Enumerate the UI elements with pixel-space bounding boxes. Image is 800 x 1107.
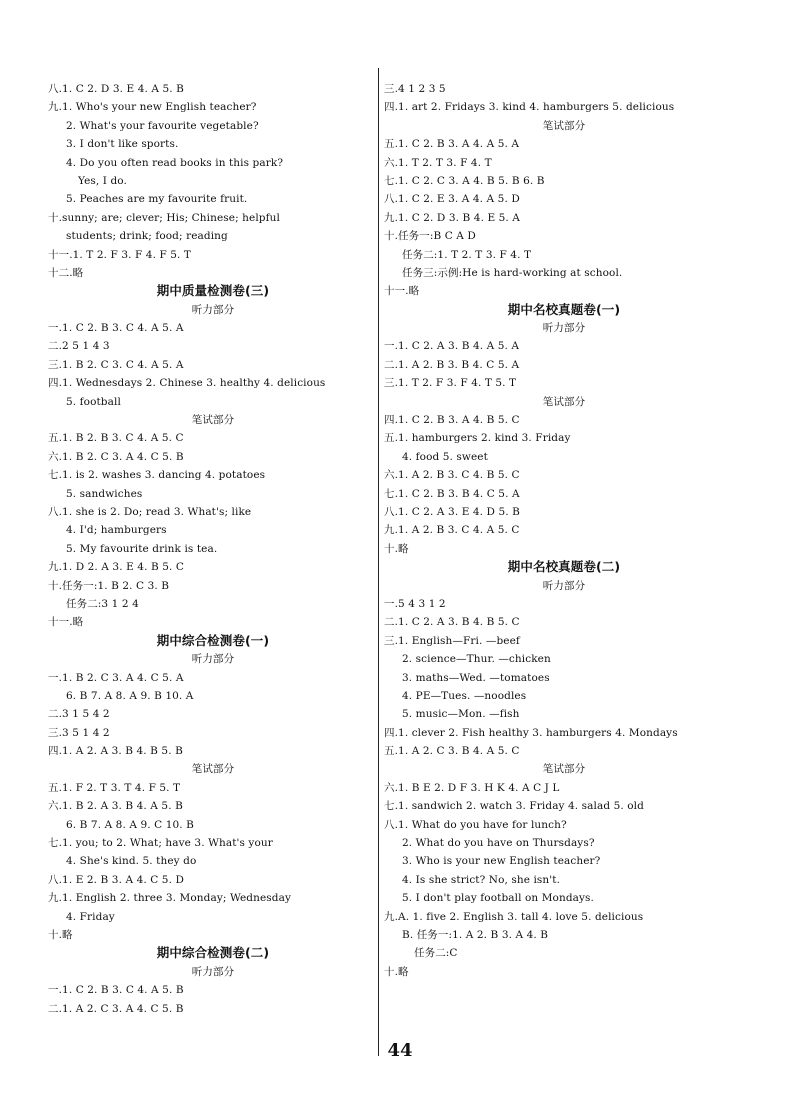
answer-line: 八.1. C 2. D 3. E 4. A 5. B (48, 83, 184, 95)
answer-line: 四.1. clever 2. Fish healthy 3. hamburgers 4. Mondays (384, 726, 678, 739)
answer-line: 六.1. B E 2. D F 3. H K 4. A C J L (384, 781, 560, 794)
answer-line: 八.1. C 2. A 3. E 4. D 5. B (384, 505, 520, 518)
answer-line: 5. My favourite drink is tea. (66, 542, 218, 555)
answer-line: 七.1. C 2. B 3. B 4. C 5. A (384, 487, 520, 500)
answer-line: 三.4 1 2 3 5 (384, 83, 446, 95)
answer-line: 一.1. C 2. A 3. B 4. A 5. A (384, 340, 520, 353)
answer-line: 九.1. C 2. D 3. B 4. E 5. A (384, 211, 520, 224)
answer-line: 四.1. A 2. A 3. B 4. B 5. B (48, 745, 183, 758)
answer-line: 十一.略 (48, 616, 84, 629)
answer-line: B. 任务一:1. A 2. B 3. A 4. B (402, 928, 549, 941)
answer-line: 六.1. T 2. T 3. F 4. T (384, 156, 492, 169)
answer-line: 八.1. What do you have for lunch? (384, 818, 567, 831)
answer-line: 三.1. English—Fri. —beef (384, 634, 520, 647)
section-heading: 听力部分 (191, 303, 235, 316)
answer-line: 九.1. English 2. three 3. Monday; Wednesday (48, 892, 291, 905)
section-heading: 听力部分 (542, 579, 586, 592)
answer-line: 一.1. C 2. B 3. C 4. A 5. B (48, 984, 184, 997)
answer-line: 十.任务一:1. B 2. C 3. B (48, 579, 170, 592)
answer-line: 6. B 7. A 8. A 9. C 10. B (66, 818, 194, 831)
answer-line: 三.3 5 1 4 2 (48, 726, 110, 739)
answer-line: 六.1. B 2. A 3. B 4. A 5. B (48, 800, 183, 813)
answer-line: 5. Peaches are my favourite fruit. (66, 193, 248, 206)
answer-line: 任务二:C (414, 947, 458, 960)
answer-line: 十一.1. T 2. F 3. F 4. F 5. T (48, 248, 192, 261)
answer-line: 二.3 1 5 4 2 (48, 708, 110, 721)
section-heading: 笔试部分 (542, 395, 586, 408)
answer-line: 3. maths—Wed. —tomatoes (402, 671, 550, 684)
answer-line: 3. I don't like sports. (66, 138, 179, 151)
answer-line: 八.1. C 2. E 3. A 4. A 5. D (384, 193, 520, 206)
answer-line: 十.略 (384, 965, 409, 978)
exam-title: 期中综合检测卷(二) (156, 945, 270, 961)
exam-title: 期中质量检测卷(三) (156, 283, 270, 299)
section-heading: 听力部分 (542, 322, 586, 335)
answer-line: 七.1. sandwich 2. watch 3. Friday 4. salad 5. old (384, 800, 644, 813)
exam-title: 期中名校真题卷(二) (507, 559, 621, 575)
answer-line: 2. What do you have on Thursdays? (402, 837, 595, 850)
answer-line: 五.1. hamburgers 2. kind 3. Friday (384, 432, 571, 445)
answer-line: 五.1. F 2. T 3. T 4. F 5. T (48, 781, 181, 794)
answer-line: 四.1. Wednesdays 2. Chinese 3. healthy 4. delicious (48, 377, 326, 390)
answer-line: 二.1. A 2. C 3. A 4. C 5. B (48, 1002, 184, 1015)
answer-line: 5. sandwiches (66, 487, 143, 500)
answer-line: 七.1. you; to 2. What; have 3. What's your (48, 837, 273, 850)
section-heading: 笔试部分 (542, 763, 586, 776)
answer-line: 九.1. A 2. B 3. C 4. A 5. C (384, 524, 520, 537)
answer-line: 八.1. she is 2. Do; read 3. What's; like (48, 505, 252, 518)
answer-column-left (48, 80, 378, 1018)
answer-line: 六.1. B 2. C 3. A 4. C 5. B (48, 450, 184, 463)
section-heading: 笔试部分 (191, 414, 235, 427)
answer-line: 任务三:示例:He is hard-working at school. (402, 266, 623, 279)
answer-line: 4. I'd; hamburgers (66, 524, 167, 537)
answer-line: 一.1. B 2. C 3. A 4. C 5. A (48, 671, 184, 684)
answer-line: 4. She's kind. 5. they do (66, 855, 197, 868)
answer-line: 七.1. C 2. C 3. A 4. B 5. B 6. B (384, 174, 545, 187)
answer-line: 任务二:3 1 2 4 (66, 597, 139, 610)
answer-line: 八.1. E 2. B 3. A 4. C 5. D (48, 873, 184, 886)
answer-line: 6. B 7. A 8. A 9. B 10. A (66, 689, 194, 702)
answer-line: 十一.略 (384, 285, 420, 298)
answer-line: 三.1. B 2. C 3. C 4. A 5. A (48, 358, 184, 371)
section-heading: 笔试部分 (191, 763, 235, 776)
answer-line: 十.略 (384, 542, 409, 555)
answer-line: 十.sunny; are; clever; His; Chinese; helpful (48, 211, 280, 224)
answer-line: 九.1. D 2. A 3. E 4. B 5. C (48, 561, 184, 574)
answer-line: 十.任务一:B C A D (384, 230, 476, 243)
answer-line: 4. Do you often read books in this park? (66, 156, 284, 169)
answer-line: 九.1. Who's your new English teacher? (48, 101, 257, 114)
answer-line: 5. football (66, 395, 121, 408)
answer-line: 3. Who is your new English teacher? (402, 855, 601, 868)
answer-line: 4. food 5. sweet (402, 450, 488, 463)
answer-line: 五.1. B 2. B 3. C 4. A 5. C (48, 432, 184, 445)
answer-line: 十二.略 (48, 266, 84, 279)
answer-line: 十.略 (48, 928, 73, 941)
answer-line: 任务二:1. T 2. T 3. F 4. T (402, 248, 532, 261)
answer-line: 七.1. is 2. washes 3. dancing 4. potatoes (48, 469, 266, 482)
answer-line: 九.A. 1. five 2. English 3. tall 4. love 5. delicious (384, 910, 644, 923)
answer-line: 一.5 4 3 1 2 (384, 597, 446, 610)
answer-line: 5. music—Mon. —fish (402, 708, 520, 721)
answer-line: 二.1. A 2. B 3. B 4. C 5. A (384, 358, 520, 371)
answer-line: 一.1. C 2. B 3. C 4. A 5. A (48, 322, 184, 335)
answer-line: 四.1. art 2. Fridays 3. kind 4. hamburgers 5. delicious (384, 101, 675, 114)
answer-line: 五.1. C 2. B 3. A 4. A 5. A (384, 138, 520, 151)
answer-column-right (384, 80, 744, 981)
column-divider (378, 68, 379, 1056)
section-heading: 听力部分 (191, 653, 235, 666)
answer-line: students; drink; food; reading (66, 230, 228, 243)
answer-line: 2. science—Thur. —chicken (402, 653, 551, 666)
exam-title: 期中名校真题卷(一) (507, 301, 621, 317)
answer-line: 二.1. C 2. A 3. B 4. B 5. C (384, 616, 520, 629)
page-number: 44 (387, 1040, 413, 1061)
section-heading: 笔试部分 (542, 119, 586, 132)
answer-line: 2. What's your favourite vegetable? (66, 119, 259, 132)
answer-line: Yes, I do. (78, 174, 127, 187)
answer-line: 五.1. A 2. C 3. B 4. A 5. C (384, 745, 520, 758)
answer-line: 4. Is she strict? No, she isn't. (402, 873, 561, 886)
answer-line: 四.1. C 2. B 3. A 4. B 5. C (384, 414, 520, 427)
answer-line: 4. Friday (66, 910, 115, 923)
section-heading: 听力部分 (191, 965, 235, 978)
answer-line: 六.1. A 2. B 3. C 4. B 5. C (384, 469, 520, 482)
answer-line: 二.2 5 1 4 3 (48, 340, 110, 353)
exam-title: 期中综合检测卷(一) (156, 632, 270, 648)
answer-line: 三.1. T 2. F 3. F 4. T 5. T (384, 377, 517, 390)
answer-line: 5. I don't play football on Mondays. (402, 892, 594, 905)
answer-line: 4. PE—Tues. —noodles (402, 689, 527, 702)
